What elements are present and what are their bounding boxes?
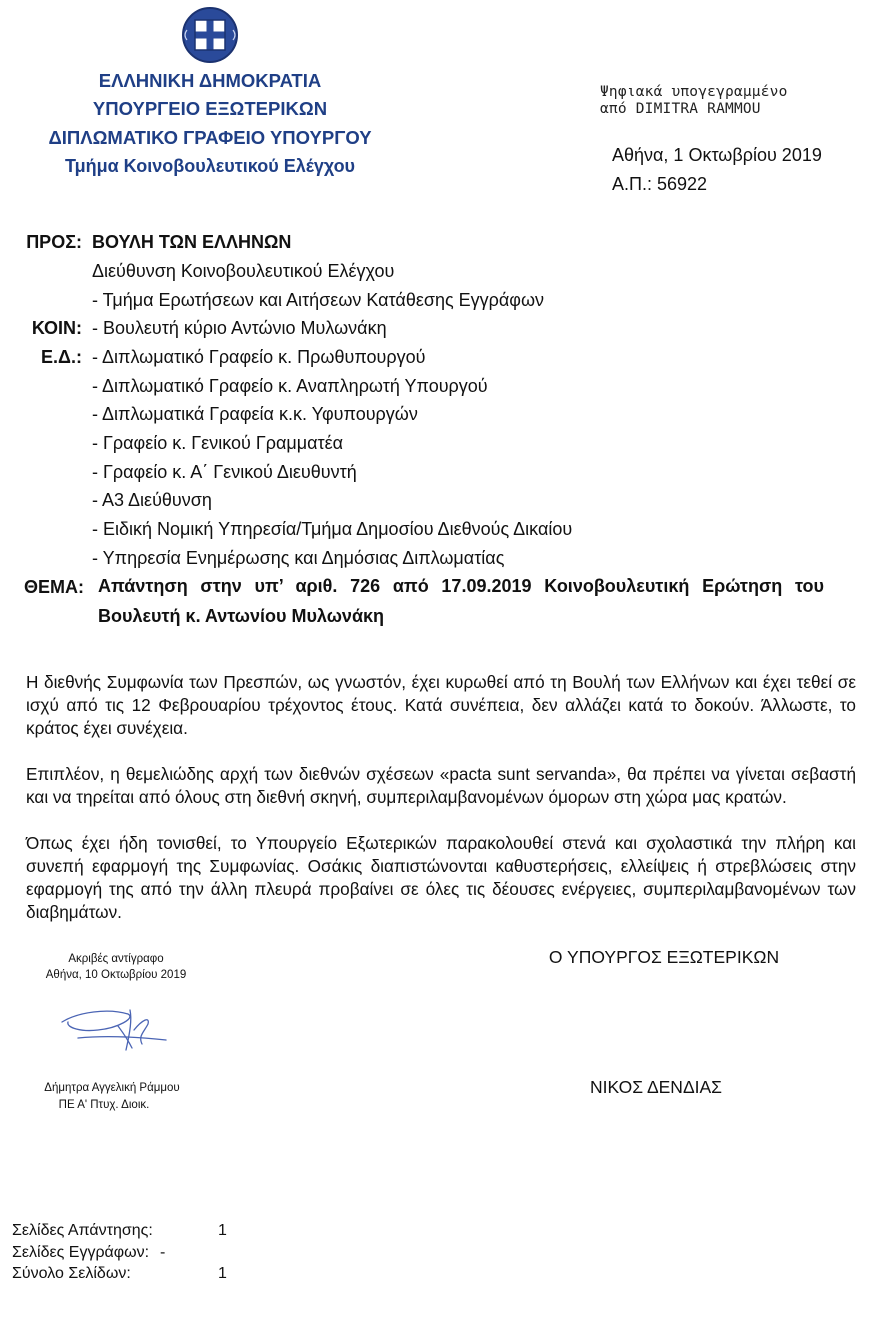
cc-label: ΚΟΙΝ:: [31, 318, 82, 338]
recipient-internal: - Διπλωματικό Γραφείο κ. Πρωθυπουργού: [92, 347, 426, 367]
recipient-internal: - Γραφείο κ. Α΄ Γενικού Διευθυντή: [92, 462, 357, 482]
digital-signature-line1: Ψηφιακά υπογεγραμμένο: [600, 84, 788, 100]
header-office: ΔΙΠΛΩΜΑΤΙΚΟ ΓΡΑΦΕΙΟ ΥΠΟΥΡΓΟΥ: [48, 127, 372, 148]
recipient-to: - Τμήμα Ερωτήσεων και Αιτήσεων Κατάθεσης Εγγράφων: [92, 290, 545, 310]
recipient-internal: - Υπηρεσία Ενημέρωσης και Δημόσιας Διπλωματίας: [92, 548, 505, 568]
internal-label: Ε.Δ.:: [41, 347, 82, 367]
recipient-internal: - Ειδική Νομική Υπηρεσία/Τμήμα Δημοσίου Διεθνούς Δικαίου: [92, 519, 573, 539]
total-pages-value: 1: [218, 1265, 227, 1282]
handwritten-signature: [58, 1002, 170, 1058]
total-pages-label: Σύνολο Σελίδων:: [12, 1265, 131, 1282]
copy-certifier-name: Δήμητρα Αγγελική Ράμμου: [44, 1082, 180, 1094]
minister-title: Ο ΥΠΟΥΡΓΟΣ ΕΞΩΤΕΡΙΚΩΝ: [548, 947, 780, 967]
body-paragraph: Η διεθνής Συμφωνία των Πρεσπών, ως γνωστόν, έχει κυρωθεί από τη Βουλή των Ελλήνων και έχει τεθεί σε ισχύ από τις 12 Φεβρουαρίου τρέχοντος έτους. Κατά συνέπεια, δεν αλλάζει κατά το δοκούν. Άλλωστε, το κράτος έχει συνέχεια.: [26, 672, 856, 738]
to-label: ΠΡΟΣ:: [26, 232, 82, 252]
protocol-number: Α.Π.: 56922: [612, 174, 708, 194]
digital-signature-line2: από DIMITRA RAMMOU: [600, 101, 761, 117]
recipient-cc: - Βουλευτή κύριο Αντώνιο Μυλωνάκη: [92, 318, 387, 338]
header-country: ΕΛΛΗΝΙΚΗ ΔΗΜΟΚΡΑΤΙΑ: [98, 70, 322, 91]
subject-line1: Απάντηση στην υπ’ αριθ. 726 από 17.09.2019 Κοινοβουλευτική Ερώτηση του: [98, 576, 824, 596]
recipient-internal: - Διπλωματικό Γραφείο κ. Αναπληρωτή Υπουργού: [92, 376, 488, 396]
recipient-to: Διεύθυνση Κοινοβουλευτικού Ελέγχου: [92, 261, 395, 281]
body-paragraph: Επιπλέον, η θεμελιώδης αρχή των διεθνών σχέσεων «pacta sunt servanda», θα πρέπει να γίνεται σεβαστή και να τηρείται από όλους στη διεθνή σκηνή, συμπεριλαμβανομένων όμορων στη χώρα μας κρατών.: [26, 764, 856, 807]
subject-label: ΘΕΜΑ:: [24, 577, 84, 597]
recipient-internal: - Γραφείο κ. Γενικού Γραμματέα: [92, 433, 344, 453]
body-paragraph: Όπως έχει ήδη τονισθεί, το Υπουργείο Εξωτερικών παρακολουθεί στενά και σχολαστικά την πλήρη και συνεπή εφαρμογή της Συμφωνίας. Οσάκις διαπιστώνονται καθυστερήσεις, ελλείψεις ή στρεβλώσεις στην εφαρμογή της από την άλλη πλευρά προβαίνει σε όλες τις δέουσες ενέργειες, συμπεριλαμβανομένων των διαβημάτων.: [26, 833, 856, 922]
document-pages-value: -: [160, 1244, 166, 1261]
recipient-to: ΒΟΥΛΗ ΤΩΝ ΕΛΛΗΝΩΝ: [92, 232, 292, 252]
copy-certifier-title: ΠΕ Α' Πτυχ. Διοικ.: [58, 1099, 150, 1111]
header-ministry: ΥΠΟΥΡΓΕΙΟ ΕΞΩΤΕΡΙΚΩΝ: [92, 98, 328, 119]
copy-certified-label: Ακριβές αντίγραφο: [68, 953, 164, 965]
greek-coat-of-arms-icon: [181, 6, 239, 64]
subject-line2: Βουλευτή κ. Αντωνίου Μυλωνάκη: [98, 606, 385, 626]
reply-pages-label: Σελίδες Απάντησης:: [12, 1222, 153, 1239]
document-date: Αθήνα, 1 Οκτωβρίου 2019: [612, 145, 822, 165]
document-pages-label: Σελίδες Εγγράφων:: [12, 1244, 150, 1261]
minister-name: ΝΙΚΟΣ ΔΕΝΔΙΑΣ: [589, 1077, 722, 1097]
copy-certified-date: Αθήνα, 10 Οκτωβρίου 2019: [45, 969, 187, 981]
recipient-internal: - Διπλωματικά Γραφεία κ.κ. Υφυπουργών: [92, 404, 418, 424]
header-department: Τμήμα Κοινοβουλευτικού Ελέγχου: [64, 156, 356, 176]
recipient-internal: - Α3 Διεύθυνση: [92, 490, 212, 510]
reply-pages-value: 1: [218, 1222, 227, 1239]
